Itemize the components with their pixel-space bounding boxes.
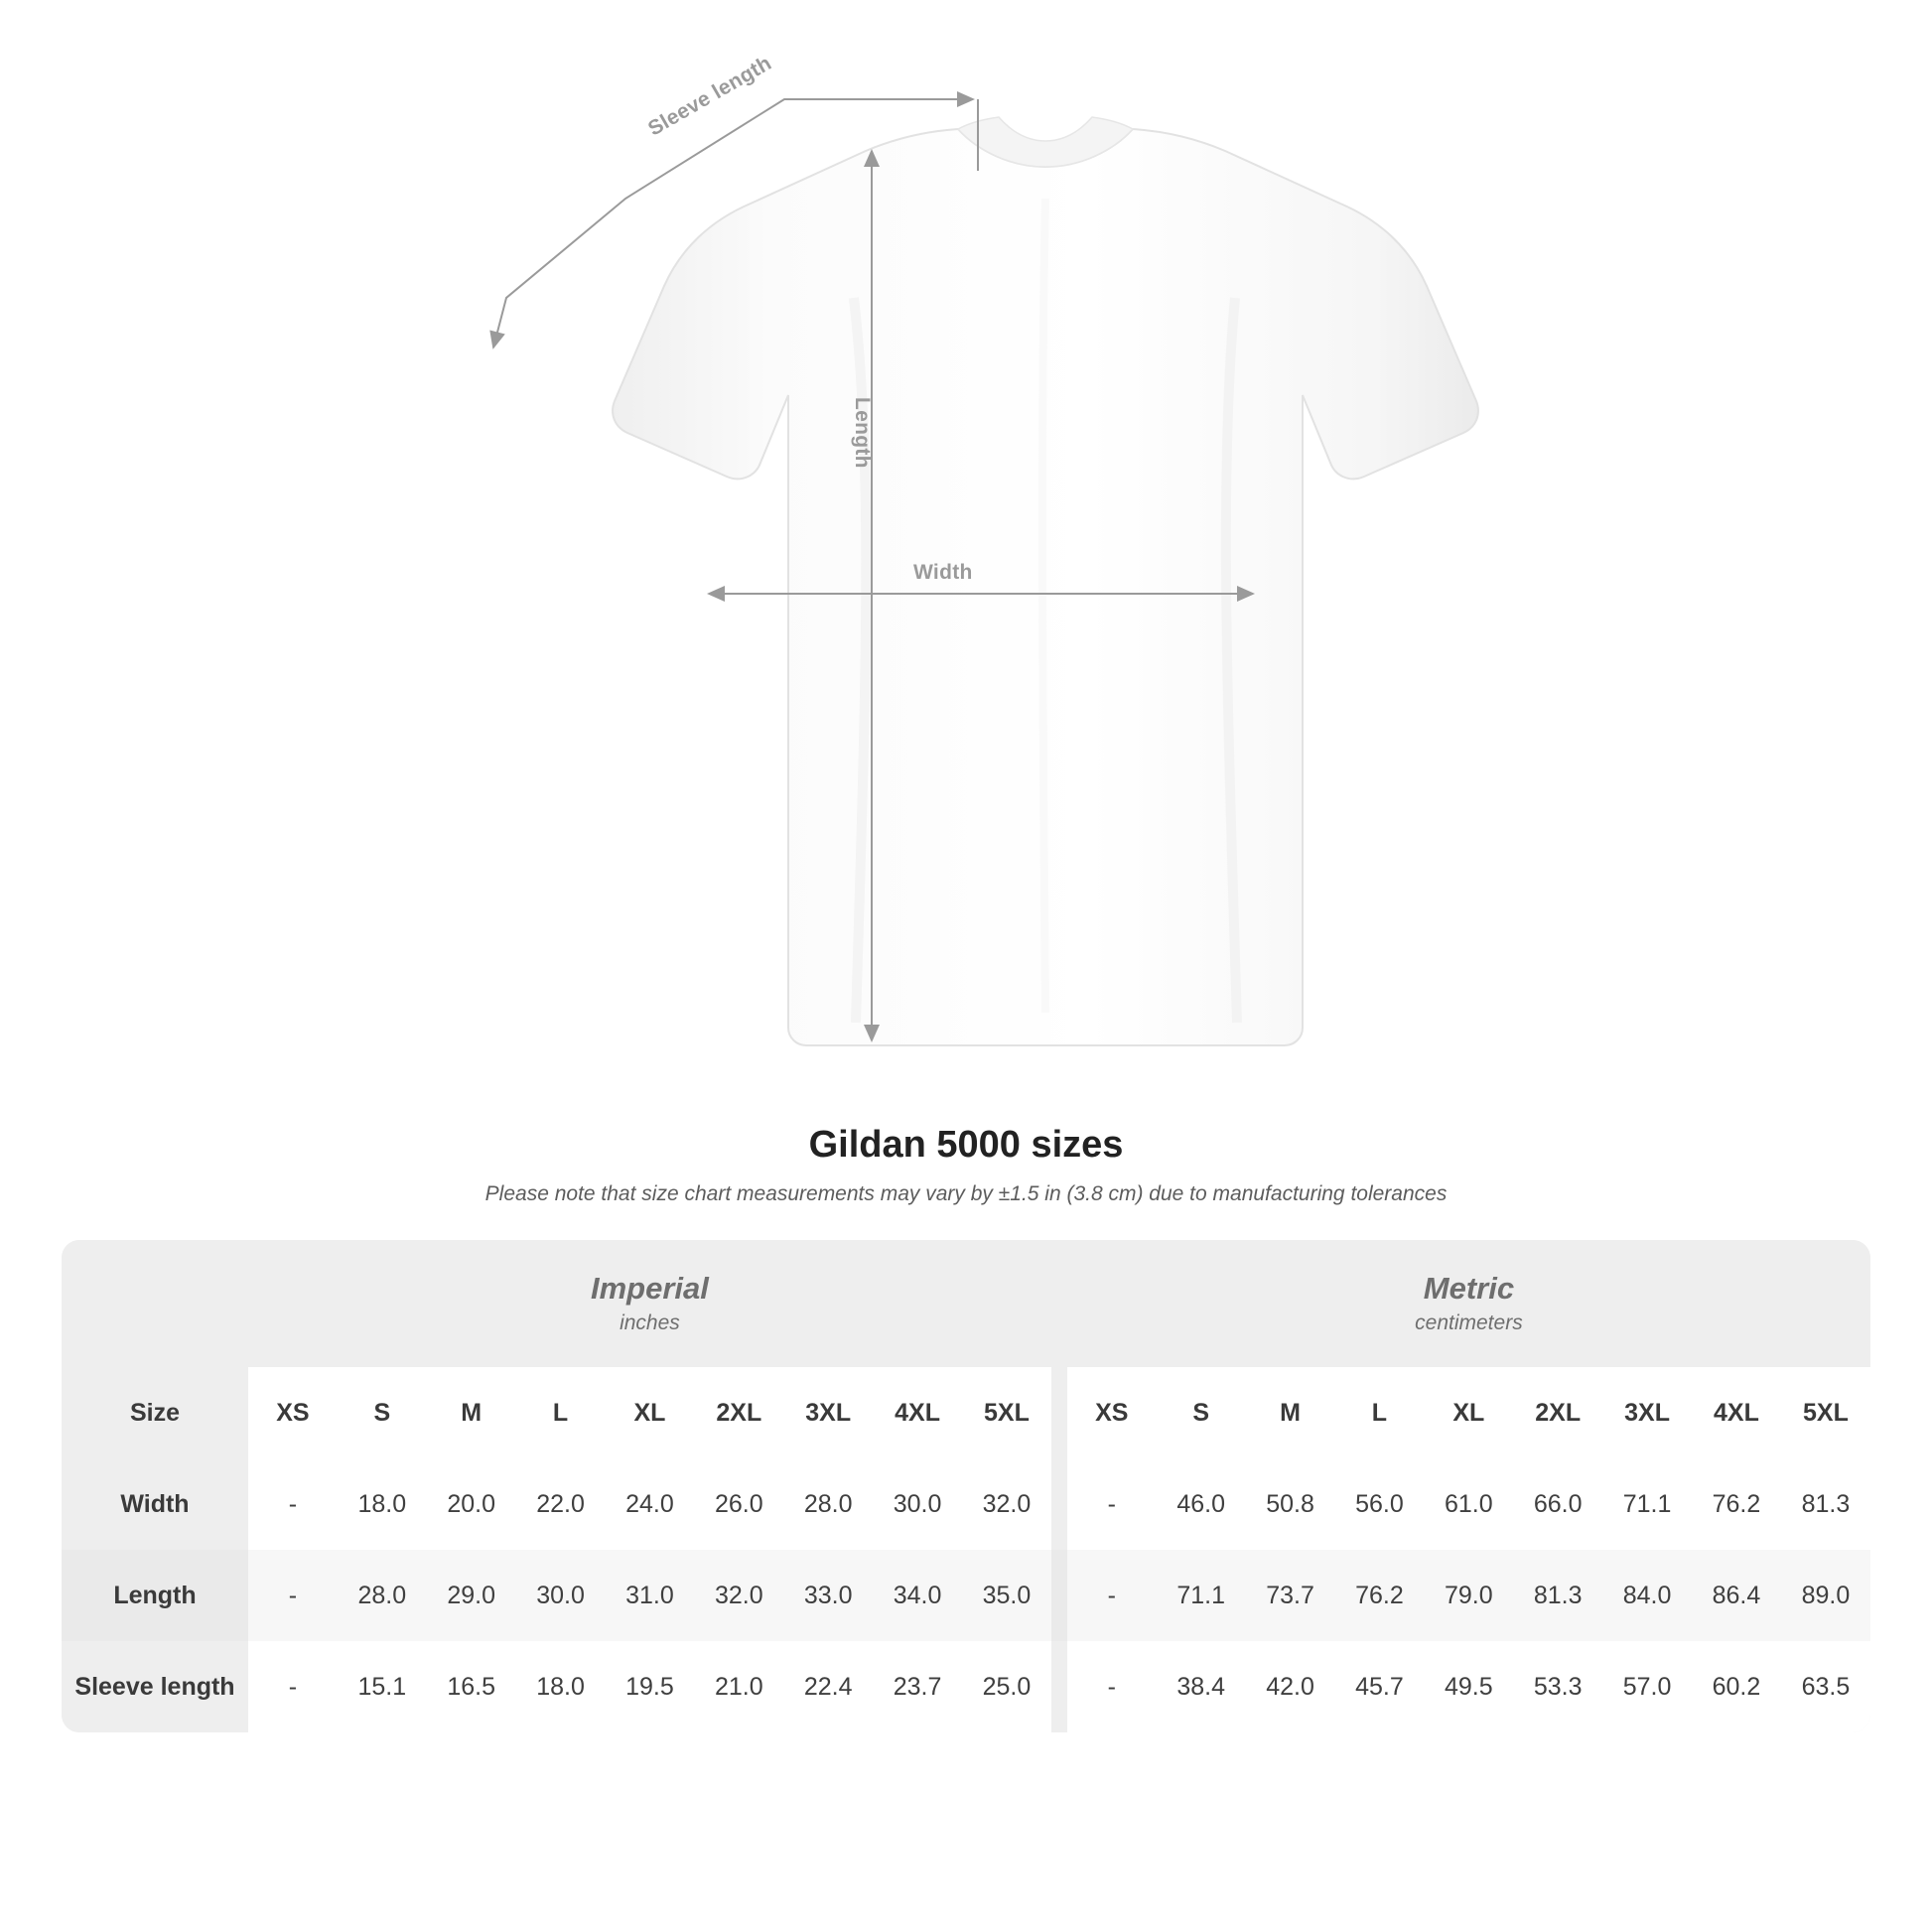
cell-sleeve-cm-xl: 49.5 [1424, 1641, 1513, 1732]
cell-sleeve-in-m: 16.5 [427, 1641, 516, 1732]
size-header-imperial-5xl: 5XL [962, 1367, 1051, 1458]
imperial-subtitle: inches [620, 1311, 680, 1334]
metric-subtitle: centimeters [1415, 1311, 1523, 1334]
cell-length-cm-m: 73.7 [1246, 1550, 1335, 1641]
unit-header-row [62, 1240, 1870, 1367]
size-header-metric-3xl: 3XL [1602, 1367, 1692, 1458]
width-label: Width [913, 561, 973, 584]
cell-length-cm-5xl: 89.0 [1781, 1550, 1870, 1641]
cell-length-cm-4xl: 86.4 [1692, 1550, 1781, 1641]
cell-length-cm-xl: 79.0 [1424, 1550, 1513, 1641]
size-header-metric-4xl: 4XL [1692, 1367, 1781, 1458]
size-header-metric-m: M [1246, 1367, 1335, 1458]
cell-sleeve-in-3xl: 22.4 [783, 1641, 873, 1732]
cell-length-cm-l: 76.2 [1335, 1550, 1425, 1641]
cell-sleeve-in-4xl: 23.7 [873, 1641, 962, 1732]
cell-length-in-2xl: 32.0 [694, 1550, 783, 1641]
row-label-width: Width [62, 1458, 248, 1550]
size-header-imperial-4xl: 4XL [873, 1367, 962, 1458]
cell-width-cm-xs: - [1067, 1458, 1157, 1550]
cell-sleeve-cm-m: 42.0 [1246, 1641, 1335, 1732]
row-label-sleeve-length: Sleeve length [62, 1641, 248, 1732]
cell-width-cm-m: 50.8 [1246, 1458, 1335, 1550]
size-table-container [62, 1240, 1870, 1732]
imperial-title: Imperial [590, 1270, 709, 1306]
size-header-imperial-s: S [338, 1367, 427, 1458]
page-title: Gildan 5000 sizes [808, 1124, 1124, 1166]
length-label: Length [851, 397, 874, 469]
cell-length-in-m: 29.0 [427, 1550, 516, 1641]
cell-length-in-5xl: 35.0 [962, 1550, 1051, 1641]
unit-header-gap [1051, 1240, 1067, 1367]
size-header-imperial-xs: XS [248, 1367, 338, 1458]
cell-width-cm-l: 56.0 [1335, 1458, 1425, 1550]
tshirt-shape [613, 117, 1478, 1045]
cell-width-in-xs: - [248, 1458, 338, 1550]
cell-sleeve-in-xs: - [248, 1641, 338, 1732]
table-row [62, 1641, 1870, 1732]
cell-width-in-4xl: 30.0 [873, 1458, 962, 1550]
row-gap-length [1051, 1550, 1067, 1641]
cell-length-in-l: 30.0 [516, 1550, 606, 1641]
size-header-imperial-3xl: 3XL [783, 1367, 873, 1458]
size-header-metric-2xl: 2XL [1513, 1367, 1602, 1458]
cell-width-cm-3xl: 71.1 [1602, 1458, 1692, 1550]
size-header-imperial-xl: XL [606, 1367, 695, 1458]
row-gap-sleeve [1051, 1641, 1067, 1732]
cell-sleeve-cm-s: 38.4 [1157, 1641, 1246, 1732]
size-table [62, 1240, 1870, 1732]
size-header-metric-l: L [1335, 1367, 1425, 1458]
cell-width-in-5xl: 32.0 [962, 1458, 1051, 1550]
cell-width-in-l: 22.0 [516, 1458, 606, 1550]
cell-sleeve-cm-xs: - [1067, 1641, 1157, 1732]
table-row [62, 1458, 1870, 1550]
cell-length-cm-3xl: 84.0 [1602, 1550, 1692, 1641]
row-gap-width [1051, 1458, 1067, 1550]
cell-sleeve-cm-l: 45.7 [1335, 1641, 1425, 1732]
size-row-label: Size [62, 1367, 248, 1458]
size-header-imperial-2xl: 2XL [694, 1367, 783, 1458]
cell-length-cm-2xl: 81.3 [1513, 1550, 1602, 1641]
size-header-imperial-l: L [516, 1367, 606, 1458]
cell-length-in-xs: - [248, 1550, 338, 1641]
cell-sleeve-in-2xl: 21.0 [694, 1641, 783, 1732]
tolerance-note: Please note that size chart measurements may vary by ±1.5 in (3.8 cm) due to manufacturing tolerances [484, 1182, 1448, 1205]
cell-width-in-2xl: 26.0 [694, 1458, 783, 1550]
cell-sleeve-in-xl: 19.5 [606, 1641, 695, 1732]
cell-length-cm-xs: - [1067, 1550, 1157, 1641]
metric-title: Metric [1423, 1270, 1515, 1306]
cell-length-in-4xl: 34.0 [873, 1550, 962, 1641]
table-row [62, 1550, 1870, 1641]
size-header-metric-s: S [1157, 1367, 1246, 1458]
cell-width-in-m: 20.0 [427, 1458, 516, 1550]
cell-width-cm-s: 46.0 [1157, 1458, 1246, 1550]
cell-length-in-3xl: 33.0 [783, 1550, 873, 1641]
size-header-metric-5xl: 5XL [1781, 1367, 1870, 1458]
unit-header-imperial [248, 1240, 1051, 1367]
cell-width-cm-4xl: 76.2 [1692, 1458, 1781, 1550]
sleeve-length-label: Sleeve length [644, 51, 776, 141]
cell-width-cm-xl: 61.0 [1424, 1458, 1513, 1550]
cell-width-in-3xl: 28.0 [783, 1458, 873, 1550]
cell-width-cm-5xl: 81.3 [1781, 1458, 1870, 1550]
title-block [0, 1124, 1932, 1206]
cell-length-in-s: 28.0 [338, 1550, 427, 1641]
cell-sleeve-cm-2xl: 53.3 [1513, 1641, 1602, 1732]
size-header-imperial-m: M [427, 1367, 516, 1458]
cell-sleeve-in-l: 18.0 [516, 1641, 606, 1732]
cell-width-in-xl: 24.0 [606, 1458, 695, 1550]
cell-width-in-s: 18.0 [338, 1458, 427, 1550]
row-label-length: Length [62, 1550, 248, 1641]
cell-sleeve-cm-3xl: 57.0 [1602, 1641, 1692, 1732]
cell-sleeve-in-5xl: 25.0 [962, 1641, 1051, 1732]
unit-header-corner [62, 1240, 248, 1367]
size-header-gap [1051, 1367, 1067, 1458]
size-header-metric-xl: XL [1424, 1367, 1513, 1458]
size-header-row [62, 1367, 1870, 1458]
cell-sleeve-in-s: 15.1 [338, 1641, 427, 1732]
cell-length-cm-s: 71.1 [1157, 1550, 1246, 1641]
unit-header-metric [1067, 1240, 1870, 1367]
cell-length-in-xl: 31.0 [606, 1550, 695, 1641]
size-header-metric-xs: XS [1067, 1367, 1157, 1458]
cell-width-cm-2xl: 66.0 [1513, 1458, 1602, 1550]
cell-sleeve-cm-5xl: 63.5 [1781, 1641, 1870, 1732]
cell-sleeve-cm-4xl: 60.2 [1692, 1641, 1781, 1732]
